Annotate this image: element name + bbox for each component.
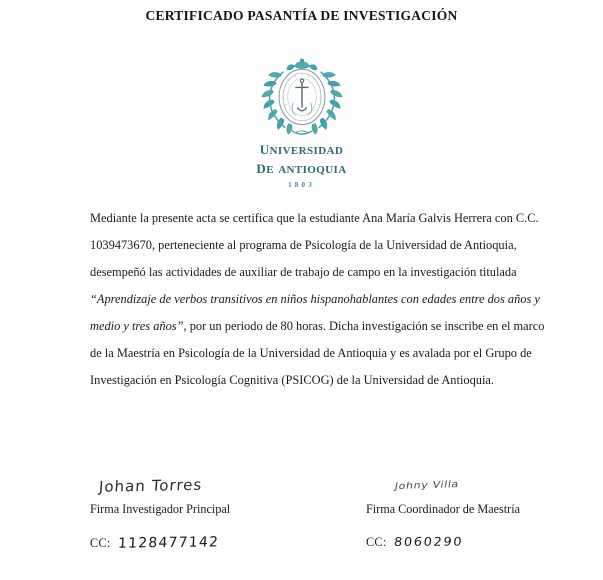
certificate-body-line bbox=[90, 205, 539, 232]
cc-number-master-coordinator: 8060290 bbox=[392, 535, 464, 550]
certificate-body-line bbox=[90, 259, 522, 286]
certificate-body-text: , por un periodo de 80 horas. Dicha investigación se inscribe en el marco bbox=[183, 319, 545, 333]
handwritten-signature-principal-investigator: Johan Torres bbox=[98, 475, 203, 496]
signature-block-master-coordinator bbox=[366, 478, 520, 550]
certificate-body-text: Mediante la presente acta se certifica que la estudiante Ana María Galvis Herrera con C.C. bbox=[90, 211, 539, 225]
certificate-body-text: “Aprendizaje de verbos transitivos en niños hispanohablantes con edades entre dos años y bbox=[90, 292, 540, 306]
university-founding-year: 1803 bbox=[288, 181, 315, 190]
certificate-body-line bbox=[90, 286, 540, 313]
certificate-body-text: 1039473670, perteneciente al programa de Psicología de la Universidad de Antioquia, bbox=[90, 238, 517, 252]
certificate-body-line bbox=[90, 367, 522, 394]
certificate-body-line bbox=[90, 232, 522, 259]
university-name bbox=[256, 140, 346, 178]
certificate-body-text: desempeñó las actividades de auxiliar de trabajo de campo en la investigación titulada bbox=[90, 265, 517, 279]
cc-number-principal-investigator: 1128477142 bbox=[117, 534, 220, 552]
signature-area bbox=[0, 475, 603, 568]
university-name-line-2: de antioquia bbox=[256, 158, 347, 179]
cc-label-principal-investigator: CC: bbox=[90, 536, 111, 550]
certificate-body bbox=[90, 205, 545, 394]
cc-master-coordinator bbox=[366, 535, 520, 550]
signature-block-principal-investigator bbox=[90, 475, 231, 552]
handwritten-signature-master-coordinator: Johny Villa bbox=[393, 478, 460, 492]
certificate-body-text: Investigación en Psicología Cognitiva (PSICOG) de la Universidad de Antioquia. bbox=[90, 373, 495, 387]
certificate-body-line bbox=[90, 340, 532, 367]
universidad-de-antioquia-seal-icon bbox=[254, 55, 350, 137]
certificate-body-text: medio y tres años” bbox=[90, 319, 184, 333]
certificate-body-text: de la Maestría en Psicología de la Universidad de Antioquia y es avalada por el Grupo de bbox=[90, 346, 532, 360]
cc-principal-investigator bbox=[90, 535, 230, 551]
signature-label-master-coordinator: Firma Coordinador de Maestría bbox=[366, 502, 520, 516]
certificate-body-line bbox=[90, 313, 545, 340]
university-name-line-1: universidad bbox=[259, 139, 344, 159]
university-logo bbox=[0, 55, 603, 189]
cc-label-master-coordinator: CC: bbox=[366, 535, 387, 549]
signature-label-principal-investigator: Firma Investigador Principal bbox=[90, 502, 231, 516]
document-title: CERTIFICADO PASANTÍA DE INVESTIGACIÓN bbox=[145, 8, 458, 23]
